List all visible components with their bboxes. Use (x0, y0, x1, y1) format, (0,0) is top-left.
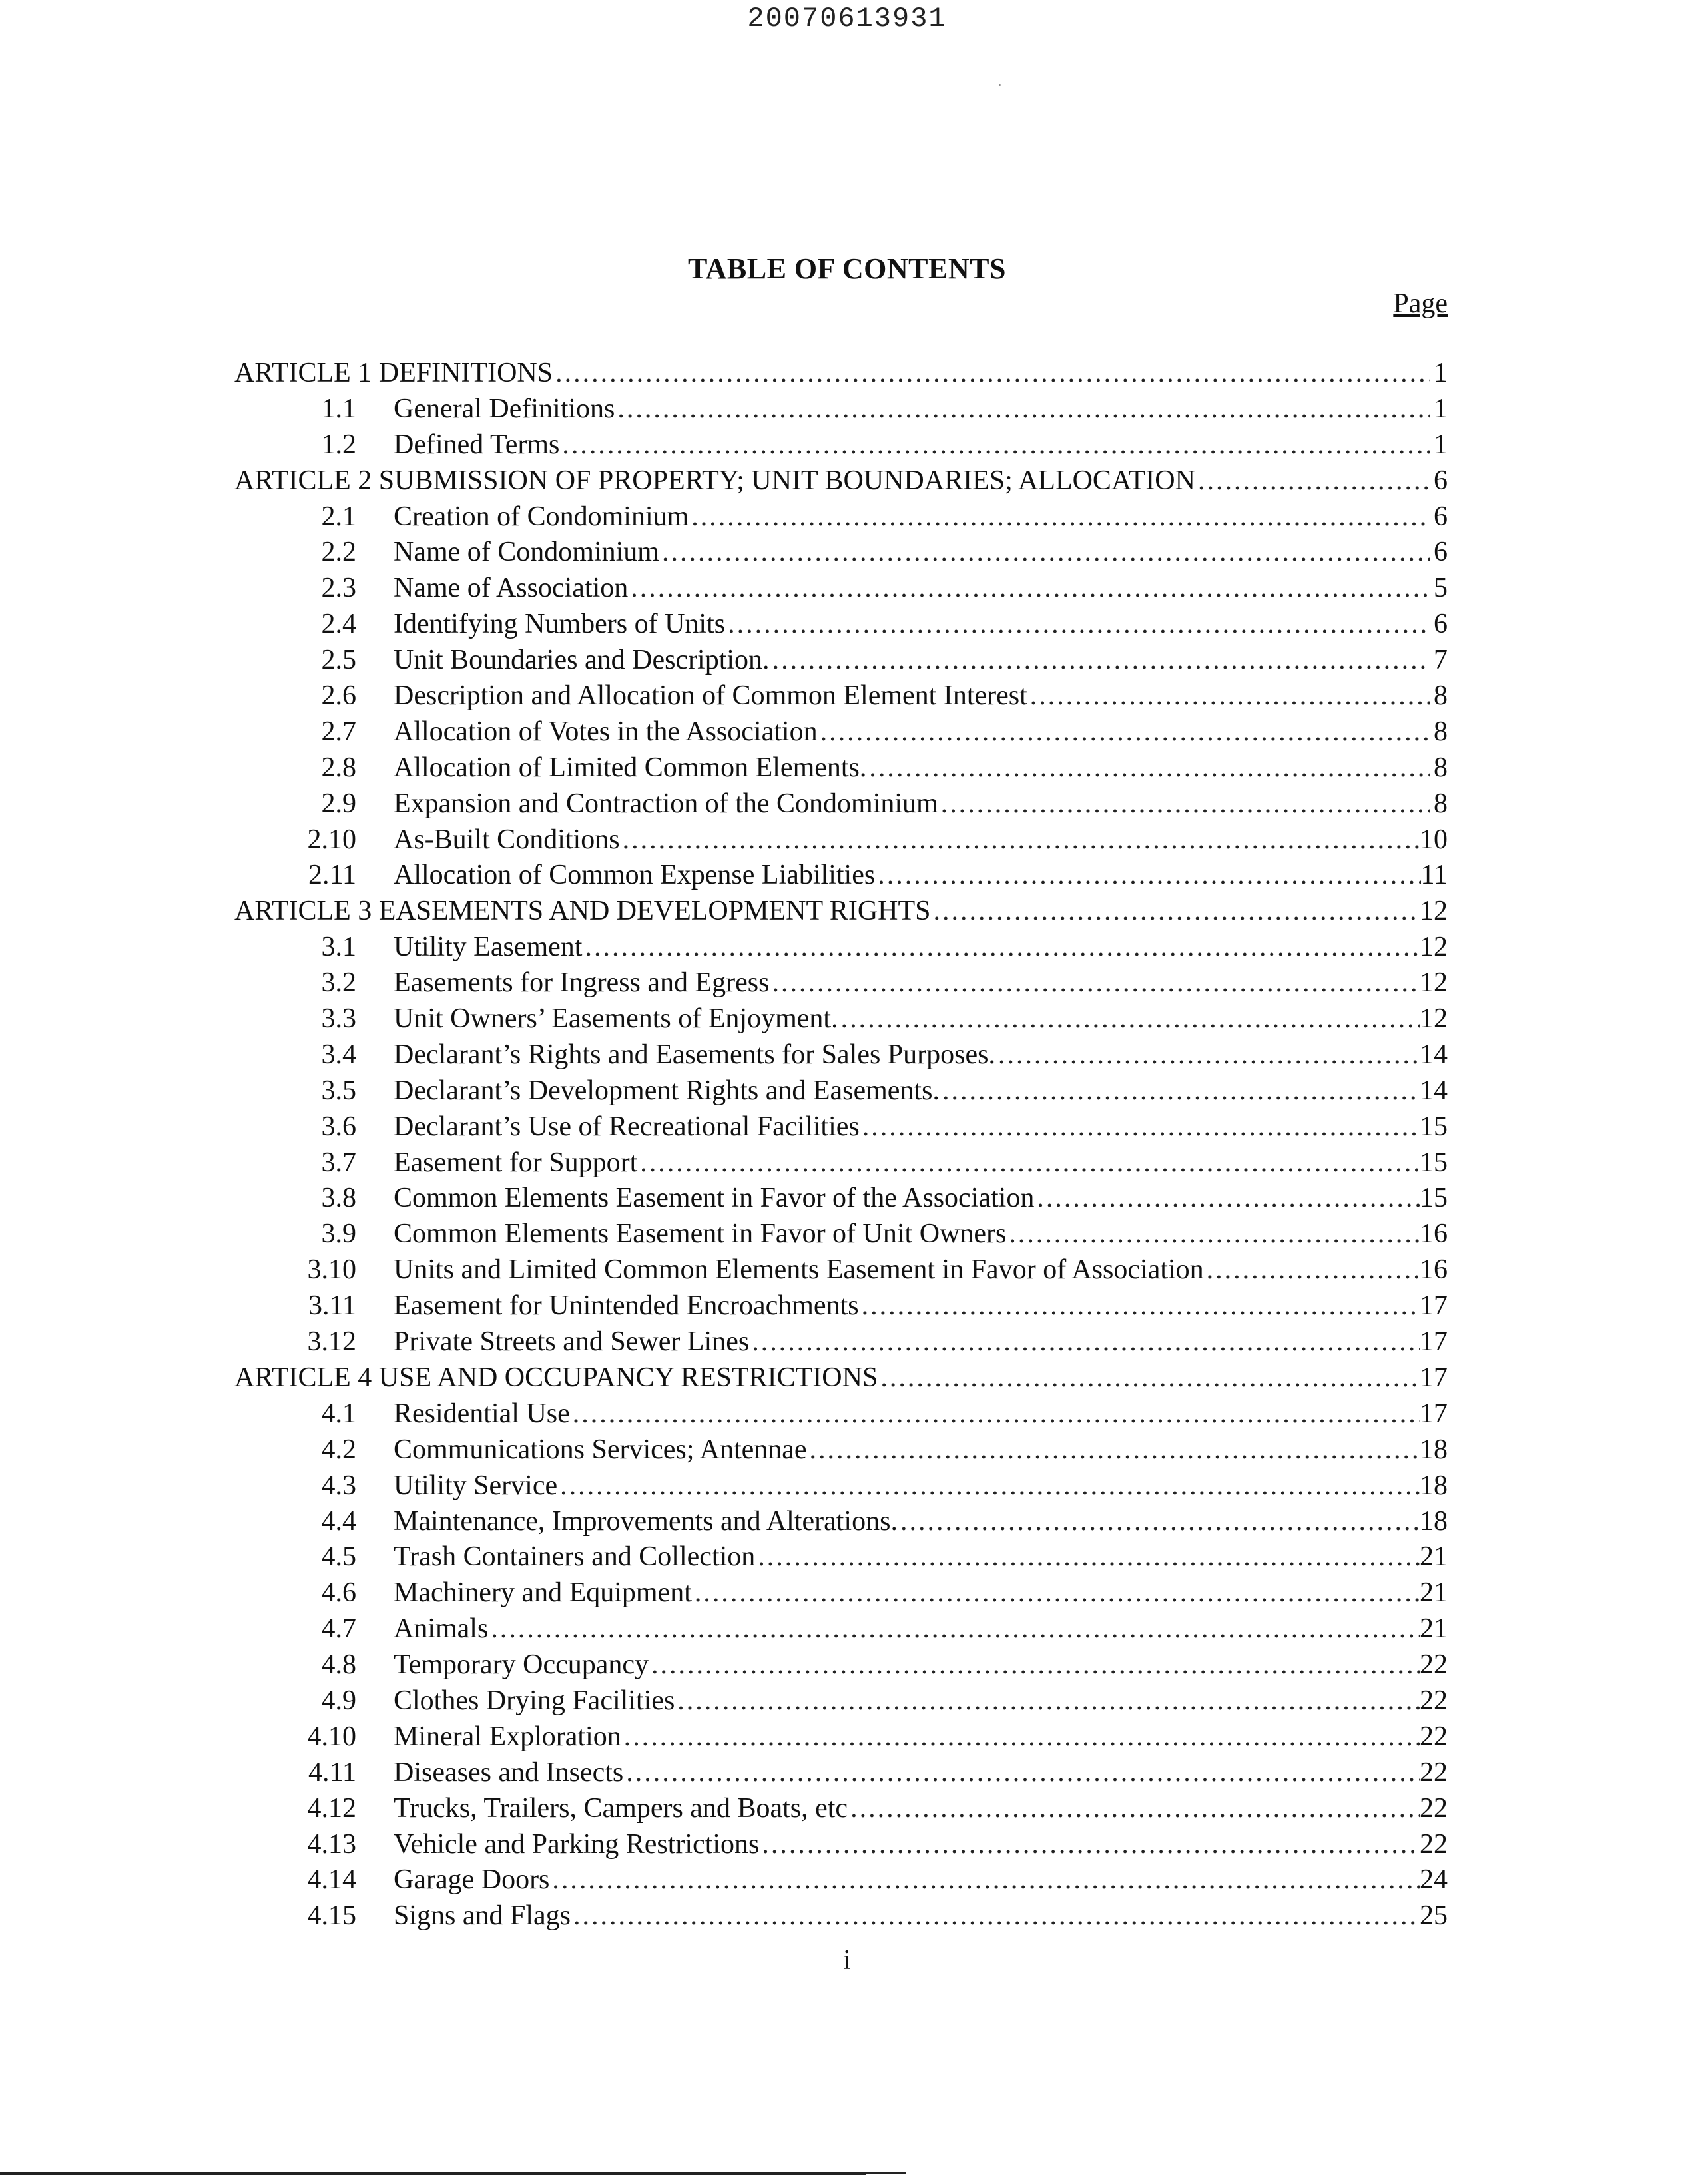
toc-entry-title: Common Elements Easement in Favor of the Association (394, 1183, 1035, 1214)
toc-entry-title: Machinery and Equipment (394, 1577, 692, 1609)
toc-section-number: 3.11 (308, 1290, 356, 1322)
toc-page-number: 12 (1420, 967, 1448, 999)
toc-dot-leader (615, 392, 1430, 427)
toc-section-number: 4.9 (321, 1685, 356, 1716)
toc-page-number: 22 (1420, 1685, 1448, 1716)
toc-section-entry (234, 1217, 1448, 1252)
toc-page-number: 1 (1434, 358, 1448, 388)
toc-section-number: 2.11 (308, 860, 356, 891)
toc-section-entry (234, 1252, 1448, 1288)
toc-entry-title: Residential Use (394, 1398, 570, 1429)
toc-entry-title: As-Built Conditions (394, 824, 620, 855)
toc-page-number: 17 (1420, 1326, 1448, 1358)
toc-dot-leader (866, 750, 1430, 786)
toc-section-number: 2.7 (321, 716, 356, 747)
toc-entry-title: Easement for Unintended Encroachments (394, 1290, 859, 1322)
toc-entry-title: Description and Allocation of Common Element Interest (394, 681, 1027, 712)
toc-section-entry (234, 1181, 1448, 1217)
toc-page-number: 25 (1420, 1900, 1448, 1932)
toc-dot-leader (559, 427, 1430, 463)
toc-section-number: 3.9 (321, 1219, 356, 1250)
toc-section-entry (234, 1001, 1448, 1037)
toc-page-number: 11 (1420, 860, 1448, 891)
toc-section-entry (234, 499, 1448, 535)
toc-section-entry (234, 1827, 1448, 1863)
toc-section-number: 2.3 (321, 573, 356, 604)
toc-section-number: 3.2 (321, 967, 356, 999)
toc-section-entry (234, 1647, 1448, 1683)
toc-page-number: 14 (1420, 1075, 1448, 1106)
toc-section-number: 4.10 (307, 1721, 356, 1752)
toc-section-entry (234, 1037, 1448, 1073)
toc-dot-leader (1034, 1181, 1420, 1217)
toc-section-number: 2.9 (321, 788, 356, 819)
toc-dot-leader (571, 1898, 1420, 1934)
toc-page-number: 12 (1420, 1003, 1448, 1035)
toc-section-entry (234, 786, 1448, 822)
toc-entry-title: Unit Owners’ Easements of Enjoyment. (394, 1003, 838, 1035)
toc-page-number: 10 (1420, 824, 1448, 855)
toc-entry-title: Vehicle and Parking Restrictions (394, 1828, 760, 1860)
toc-entry-title: Declarant’s Rights and Easements for Sales Purposes. (394, 1039, 995, 1070)
toc-section-number: 2.5 (321, 645, 356, 676)
toc-entry-title: Creation of Condominium (394, 501, 689, 532)
toc-page-number: 18 (1420, 1470, 1448, 1501)
toc-dot-leader (582, 930, 1420, 965)
toc-section-number: 4.2 (321, 1434, 356, 1465)
toc-dot-leader (940, 1073, 1420, 1109)
toc-section-entry (234, 1145, 1448, 1181)
toc-dot-leader (1195, 463, 1430, 499)
toc-section-entry (234, 607, 1448, 643)
toc-entry-title: Temporary Occupancy (394, 1649, 649, 1681)
toc-dot-leader (859, 1288, 1420, 1324)
toc-section-entry (234, 858, 1448, 894)
toc-page-number: 22 (1420, 1721, 1448, 1752)
toc-entry-title: Declarant’s Use of Recreational Facilities (394, 1111, 860, 1142)
toc-section-number: 3.4 (321, 1039, 356, 1070)
toc-page-number: 6 (1434, 609, 1448, 640)
toc-section-number: 4.4 (321, 1505, 356, 1537)
toc-page-number: 21 (1420, 1577, 1448, 1609)
toc-section-number: 3.10 (307, 1254, 356, 1286)
toc-page-number: 12 (1420, 932, 1448, 963)
toc-entry-title: Identifying Numbers of Units (394, 609, 726, 640)
toc-section-number: 3.3 (321, 1003, 356, 1035)
toc-entry-title: Communications Services; Antennae (394, 1434, 807, 1465)
toc-page-number: 18 (1420, 1434, 1448, 1465)
toc-section-entry (234, 1791, 1448, 1827)
toc-page-number: 17 (1420, 1362, 1448, 1393)
toc-section-number: 3.12 (307, 1326, 356, 1358)
toc-section-entry (234, 392, 1448, 427)
toc-section-number: 3.1 (321, 932, 356, 963)
toc-dot-leader (759, 1827, 1420, 1863)
bottom-scan-line (0, 2172, 866, 2175)
toc-dot-leader (770, 643, 1430, 679)
toc-section-entry (234, 714, 1448, 750)
toc-page-number: 22 (1420, 1649, 1448, 1681)
toc-section-number: 4.6 (321, 1577, 356, 1609)
toc-dot-leader (628, 571, 1430, 607)
toc-dot-leader (898, 1504, 1420, 1540)
toc-section-number: 4.3 (321, 1470, 356, 1501)
toc-dot-leader (553, 356, 1430, 392)
toc-section-number: 4.1 (321, 1398, 356, 1429)
toc-entry-title: Defined Terms (394, 429, 560, 460)
toc-dot-leader (659, 535, 1430, 571)
toc-dot-leader (755, 1539, 1420, 1575)
toc-page-number: 15 (1420, 1147, 1448, 1178)
page-column-heading: Page (1393, 288, 1448, 319)
toc-section-entry (234, 1683, 1448, 1719)
toc-section-entry (234, 643, 1448, 679)
toc-section-number: 2.10 (307, 824, 356, 855)
toc-section-number: 2.1 (321, 501, 356, 532)
toc-dot-leader (995, 1037, 1420, 1073)
toc-section-number: 4.5 (321, 1541, 356, 1573)
toc-section-number: 3.7 (321, 1147, 356, 1178)
toc-dot-leader (807, 1432, 1420, 1468)
toc-entry-title: Allocation of Common Expense Liabilities (394, 860, 876, 891)
toc-dot-leader (689, 499, 1430, 535)
toc-page-number: 12 (1420, 896, 1448, 927)
toc-dot-leader (878, 1360, 1420, 1396)
toc-page-number: 14 (1420, 1039, 1448, 1070)
toc-dot-leader (692, 1575, 1420, 1611)
toc-entry-title: ARTICLE 3 EASEMENTS AND DEVELOPMENT RIGHTS (234, 896, 931, 927)
toc-article-entry (234, 894, 1448, 930)
toc-dot-leader (938, 786, 1430, 822)
toc-dot-leader (931, 894, 1420, 930)
toc-section-number: 4.15 (307, 1900, 356, 1932)
toc-entry-title: Declarant’s Development Rights and Easements. (394, 1075, 940, 1106)
toc-page-number: 1 (1434, 429, 1448, 460)
toc-entry-title: Trash Containers and Collection (394, 1541, 756, 1573)
toc-dot-leader (1204, 1252, 1420, 1288)
toc-dot-leader (623, 1755, 1420, 1791)
toc-dot-leader (818, 714, 1430, 750)
toc-section-entry (234, 1468, 1448, 1504)
toc-section-entry (234, 1109, 1448, 1145)
toc-entry-title: Expansion and Contraction of the Condominium (394, 788, 938, 819)
toc-page-number: 22 (1420, 1757, 1448, 1788)
toc-section-number: 1.2 (321, 429, 356, 460)
toc-entry-title: ARTICLE 4 USE AND OCCUPANCY RESTRICTIONS (234, 1362, 878, 1393)
toc-entry-title: Private Streets and Sewer Lines (394, 1326, 750, 1358)
toc-section-number: 2.6 (321, 681, 356, 712)
toc-section-number: 2.2 (321, 537, 356, 568)
toc-entry-title: Animals (394, 1613, 489, 1645)
toc-title: TABLE OF CONTENTS (688, 252, 1006, 285)
toc-page-number: 17 (1420, 1290, 1448, 1322)
toc-section-entry (234, 1862, 1448, 1898)
toc-dot-leader (675, 1683, 1420, 1719)
toc-page-number: 7 (1434, 645, 1448, 676)
toc-section-number: 4.12 (307, 1792, 356, 1824)
toc-entry-title: Unit Boundaries and Description. (394, 645, 770, 676)
toc-page-number: 21 (1420, 1541, 1448, 1573)
document-id: 20070613931 (747, 3, 947, 35)
toc-page-number: 15 (1420, 1183, 1448, 1214)
toc-section-entry (234, 1575, 1448, 1611)
toc-section-number: 2.4 (321, 609, 356, 640)
toc-section-number: 4.11 (308, 1757, 356, 1788)
toc-page-number: 22 (1420, 1828, 1448, 1860)
page-number: i (843, 1945, 851, 1976)
toc-page-number: 6 (1434, 537, 1448, 568)
toc-section-entry (234, 822, 1448, 858)
toc-page-number: 21 (1420, 1613, 1448, 1645)
toc-entry-title: Signs and Flags (394, 1900, 571, 1932)
toc-section-number: 4.8 (321, 1649, 356, 1681)
toc-section-number: 4.14 (307, 1864, 356, 1896)
toc-section-entry (234, 1288, 1448, 1324)
toc-page-number: 5 (1434, 573, 1448, 604)
toc-page-number: 22 (1420, 1792, 1448, 1824)
toc-entry-title: Name of Association (394, 573, 629, 604)
toc-entry-title: Mineral Exploration (394, 1721, 621, 1752)
toc-article-entry (234, 1360, 1448, 1396)
toc-page-number: 16 (1420, 1254, 1448, 1286)
toc-section-number: 2.8 (321, 752, 356, 783)
toc-entry-title: Units and Limited Common Elements Easement in Favor of Association (394, 1254, 1204, 1286)
toc-entry-title: Name of Condominium (394, 537, 659, 568)
toc-entry-title: Allocation of Limited Common Elements. (394, 752, 867, 783)
toc-article-entry (234, 356, 1448, 392)
toc-section-entry (234, 1396, 1448, 1432)
toc-section-entry (234, 679, 1448, 714)
toc-dot-leader (620, 822, 1420, 858)
bottom-scan-line-segment (806, 2172, 906, 2174)
toc-section-entry (234, 1611, 1448, 1647)
toc-section-entry (234, 1073, 1448, 1109)
toc-section-number: 3.5 (321, 1075, 356, 1106)
scan-speck (999, 84, 1001, 86)
toc-page-number: 16 (1420, 1219, 1448, 1250)
toc-page-number: 17 (1420, 1398, 1448, 1429)
toc-dot-leader (1027, 679, 1430, 714)
toc-section-entry (234, 750, 1448, 786)
toc-entry-title: Common Elements Easement in Favor of Unit Owners (394, 1219, 1007, 1250)
toc-list (234, 356, 1448, 1934)
toc-entry-title: General Definitions (394, 393, 615, 424)
toc-section-entry (234, 1539, 1448, 1575)
toc-page-number: 18 (1420, 1505, 1448, 1537)
toc-section-number: 3.8 (321, 1183, 356, 1214)
toc-section-number: 1.1 (321, 393, 356, 424)
toc-dot-leader (570, 1396, 1420, 1432)
toc-entry-title: ARTICLE 1 DEFINITIONS (234, 358, 553, 388)
toc-page-number: 24 (1420, 1864, 1448, 1896)
toc-section-entry (234, 571, 1448, 607)
toc-entry-title: Utility Service (394, 1470, 558, 1501)
toc-section-number: 4.7 (321, 1613, 356, 1645)
toc-entry-title: Trucks, Trailers, Campers and Boats, etc (394, 1792, 848, 1824)
toc-section-entry (234, 965, 1448, 1001)
toc-dot-leader (838, 1001, 1420, 1037)
toc-section-entry (234, 1719, 1448, 1755)
toc-page-number: 1 (1434, 393, 1448, 424)
toc-page-number: 8 (1434, 752, 1448, 783)
toc-page-number: 6 (1434, 501, 1448, 532)
toc-dot-leader (649, 1647, 1420, 1683)
toc-section-entry (234, 930, 1448, 965)
toc-dot-leader (488, 1611, 1420, 1647)
toc-entry-title: Allocation of Votes in the Association (394, 716, 818, 747)
toc-page-number: 8 (1434, 716, 1448, 747)
toc-article-entry (234, 463, 1448, 499)
toc-page-number: 8 (1434, 681, 1448, 712)
toc-dot-leader (860, 1109, 1420, 1145)
toc-section-number: 4.13 (307, 1828, 356, 1860)
toc-entry-title: ARTICLE 2 SUBMISSION OF PROPERTY; UNIT BOUNDARIES; ALLOCATION (234, 465, 1195, 496)
toc-section-entry (234, 535, 1448, 571)
toc-section-entry (234, 1755, 1448, 1791)
toc-page-number: 8 (1434, 788, 1448, 819)
toc-entry-title: Diseases and Insects (394, 1757, 624, 1788)
toc-section-entry (234, 1432, 1448, 1468)
toc-section-entry (234, 1504, 1448, 1540)
toc-entry-title: Garage Doors (394, 1864, 550, 1896)
toc-dot-leader (621, 1719, 1420, 1755)
toc-dot-leader (875, 858, 1420, 894)
toc-entry-title: Clothes Drying Facilities (394, 1685, 675, 1716)
toc-entry-title: Maintenance, Improvements and Alterations. (394, 1505, 898, 1537)
toc-section-entry (234, 1324, 1448, 1360)
toc-page-number: 15 (1420, 1111, 1448, 1142)
toc-dot-leader (770, 965, 1420, 1001)
toc-entry-title: Easements for Ingress and Egress (394, 967, 770, 999)
toc-dot-leader (549, 1862, 1420, 1898)
toc-dot-leader (749, 1324, 1420, 1360)
toc-page-number: 6 (1434, 465, 1448, 496)
toc-dot-leader (725, 607, 1430, 643)
toc-dot-leader (848, 1791, 1420, 1827)
toc-section-entry (234, 427, 1448, 463)
toc-dot-leader (557, 1468, 1420, 1504)
toc-dot-leader (637, 1145, 1420, 1181)
toc-entry-title: Easement for Support (394, 1147, 638, 1178)
toc-entry-title: Utility Easement (394, 932, 583, 963)
toc-section-number: 3.6 (321, 1111, 356, 1142)
toc-dot-leader (1006, 1217, 1420, 1252)
toc-section-entry (234, 1898, 1448, 1934)
